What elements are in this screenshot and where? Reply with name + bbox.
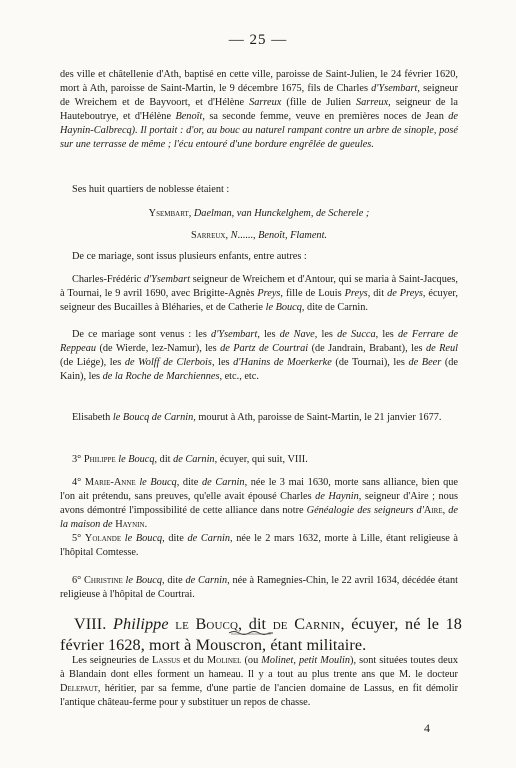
page-number: — 25 — bbox=[228, 32, 288, 48]
entry-marie-anne: 4° Marie-Anne le Boucq, dite de Carnin, née le 3 mai 1630, morte sans alliance, bien que l'on ait prétendu, sans preuves, qu'elle avait épousé Charles de Haynin, seigneur d'Aire ; nous avons démontré l'impossibilité de cette alliance dans notre Généalogie des seigneurs d'Aire, de la maison de Haynin. bbox=[60, 477, 459, 530]
signature-mark: 4 bbox=[424, 721, 430, 735]
entry-yolande: 5° Yolande le Boucq, dite de Carnin, née le 2 mars 1632, morte à Lille, étant religieuse à l'hôpital Comtesse. bbox=[60, 533, 458, 558]
entry-christine: 6° Christine le Boucq, dite de Carnin, née à Ramegnies-Chin, le 22 avril 1634, décédée étant religieuse à l'hôpital de Courtrai. bbox=[60, 575, 458, 600]
paragraph-descendants: De ce mariage sont venus : les d'Ysembart, les de Nave, les de Succa, les de Ferrare de Reppeau (de Wierde, lez-Namur), les de Partz de Courtrai (de Jandrain, Brabant), les de Reul (de Liége), les de Wolff de Clerbois, les d'Hanins de Moerkerke (de Tournai), les de Beer (de Kain), les de la Roche de Marchiennes, etc., etc. bbox=[60, 329, 459, 382]
ornamental-rule bbox=[228, 630, 274, 636]
entry-philippe: 3° Philippe le Boucq, dit de Carnin, écuyer, qui suit, VIII. bbox=[72, 454, 308, 465]
paragraph-elisabeth: Elisabeth le Boucq de Carnin, mourut à Ath, paroisse de Saint-Martin, le 21 janvier 1677. bbox=[72, 412, 442, 423]
paragraph-charles-frederic: Charles-Frédéric d'Ysembart seigneur de Wreichem et d'Antour, qui se maria à Saint-Jacques, à Tournai, le 9 avril 1690, avec Brigitte-Agnès Preys, fille de Louis Preys, dit de Preys, écuyer, seigneur des Bucailles à Bléharies, et de Catherie le Boucq, dite de Carnin. bbox=[60, 274, 459, 313]
paragraph-ysembart-charles: des ville et châtellenie d'Ath, baptisé en cette ville, paroisse de Saint-Julien, le 24 février 1620, mort à Ath, paroisse de Saint-Martin, le 9 décembre 1675, fils de Charles d'Ysembart, seigneur de Wreichem et de Bayvoort, et d'Hélène Sarreux (fille de Julien Sarreux, seigneur de la Hauteboutrye, et d'Hélène Benoît, sa seconde femme, veuve en premières noces de Jean de Haynin-Calbrecq). Il portait : d'or, au bouc au naturel rampant contre un arbre de sinople, posé sur une terrasse de même ; l'écu entouré d'une bordure engrêlée de gueules. bbox=[60, 69, 459, 150]
quarters-intro: Ses huit quartiers de noblesse étaient : bbox=[72, 184, 230, 195]
section-heading-viii: VIII. Philippe le Boucq, dit de Carnin, écuyer, né le 18 février 1628, mort à Mouscron, étant militaire. bbox=[60, 615, 462, 654]
quarters-line-1: Ysembart, Daelman, van Hunckelghem, de Scherele ; bbox=[148, 208, 370, 219]
footnote-lassus-molinel: Les seigneuries de Lassus et du Molinel (ou Molinet, petit Moulin), sont situées toutes deux à Blandain dont elles forment un hameau. Il y a tout au plus trente ans que M. le docteur Delepaut, héritier, par sa femme, d'une partie de l'ancien domaine de Lassus, en fit démolir l'antique château-ferme pour y substituer un repos de chasse. bbox=[60, 655, 459, 708]
marriage-intro: De ce mariage, sont issus plusieurs enfants, entre autres : bbox=[72, 251, 307, 262]
quarters-line-2: Sarreux, N......, Benoît, Flament. bbox=[190, 230, 328, 241]
